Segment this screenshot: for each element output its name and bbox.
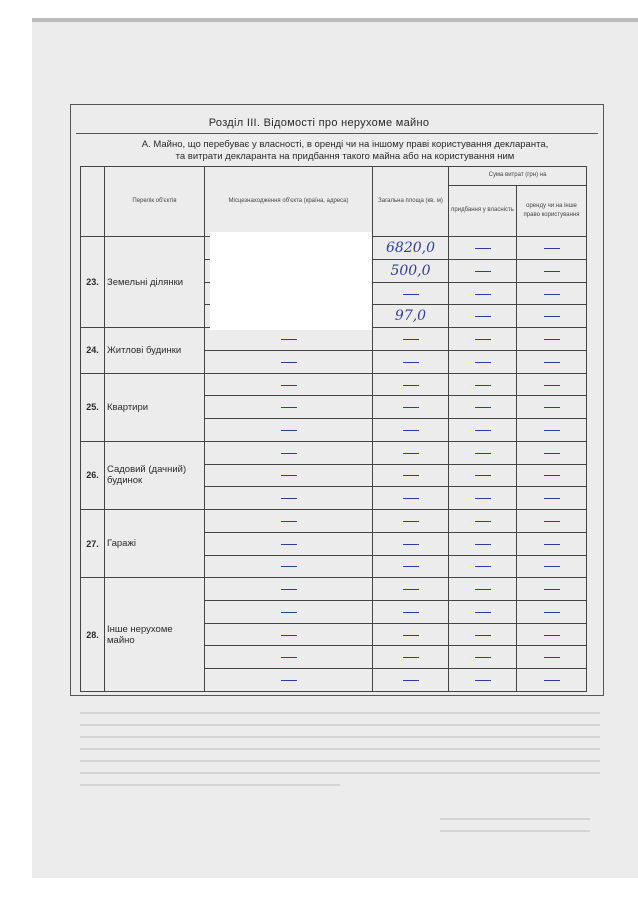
acquisition-cell	[449, 669, 517, 692]
rent-cell	[517, 669, 587, 692]
rent-cell	[517, 532, 587, 555]
header-object-list: Перелік об'єктів	[105, 167, 205, 237]
acquisition-cell	[449, 578, 517, 601]
acquisition-cell	[449, 441, 517, 464]
rent-cell	[517, 510, 587, 533]
dash-mark	[544, 385, 560, 386]
acquisition-cell	[449, 510, 517, 533]
rent-cell	[517, 601, 587, 624]
rent-cell	[517, 282, 587, 305]
faded-text-line	[440, 818, 590, 820]
dash-mark	[281, 475, 297, 476]
dash-mark	[475, 544, 491, 545]
dash-mark	[281, 453, 297, 454]
acquisition-cell	[449, 646, 517, 669]
location-cell	[205, 328, 373, 351]
area-cell	[373, 555, 449, 578]
area-cell	[373, 669, 449, 692]
scan-edge	[32, 18, 638, 22]
location-cell	[205, 601, 373, 624]
dash-mark	[403, 498, 419, 499]
acquisition-cell	[449, 532, 517, 555]
dash-mark	[544, 362, 560, 363]
rent-cell	[517, 350, 587, 373]
dash-mark	[544, 657, 560, 658]
dash-mark	[544, 635, 560, 636]
rent-cell	[517, 555, 587, 578]
dash-mark	[544, 475, 560, 476]
faded-text-line	[80, 760, 600, 762]
location-cell	[205, 441, 373, 464]
row-number: 27.	[81, 510, 105, 578]
section-title: Розділ ІІІ. Відомості про нерухоме майно	[208, 117, 430, 129]
dash-mark	[544, 612, 560, 613]
area-cell	[373, 350, 449, 373]
dash-mark	[475, 316, 491, 317]
dash-mark	[403, 566, 419, 567]
dash-mark	[544, 453, 560, 454]
dash-mark	[403, 362, 419, 363]
rent-cell	[517, 464, 587, 487]
rent-cell	[517, 487, 587, 510]
dash-mark	[281, 339, 297, 340]
dash-mark	[281, 430, 297, 431]
acquisition-cell	[449, 328, 517, 351]
header-acquisition: придбання у власність	[449, 185, 517, 237]
rent-cell	[517, 237, 587, 260]
location-cell	[205, 419, 373, 442]
dash-mark	[403, 385, 419, 386]
dash-mark	[403, 612, 419, 613]
table-row	[81, 328, 587, 351]
dash-mark	[544, 544, 560, 545]
header-row-1	[81, 167, 587, 186]
dash-mark	[475, 385, 491, 386]
dash-mark	[403, 635, 419, 636]
dash-mark	[403, 453, 419, 454]
dash-mark	[403, 339, 419, 340]
dash-mark	[475, 521, 491, 522]
rent-cell	[517, 328, 587, 351]
dash-mark	[475, 612, 491, 613]
subtitle-line-1: А. Майно, що перебуває у власності, в оренді чи на іншому праві користування декларанта,	[141, 139, 549, 150]
area-cell	[373, 237, 449, 260]
dash-mark	[281, 385, 297, 386]
dash-mark	[403, 430, 419, 431]
area-cell	[373, 419, 449, 442]
row-category: Квартири	[105, 373, 205, 441]
dash-mark	[281, 407, 297, 408]
row-number: 24.	[81, 328, 105, 373]
dash-mark	[281, 544, 297, 545]
rent-cell	[517, 419, 587, 442]
dash-mark	[544, 430, 560, 431]
area-cell	[373, 373, 449, 396]
table-row	[81, 510, 587, 533]
location-cell	[205, 623, 373, 646]
dash-mark	[544, 316, 560, 317]
header-location: Місцезнаходження об'єкта (країна, адреса)	[205, 167, 373, 237]
row-number: 23.	[81, 237, 105, 328]
location-cell	[205, 350, 373, 373]
location-cell	[205, 464, 373, 487]
rent-cell	[517, 578, 587, 601]
area-cell	[373, 646, 449, 669]
dash-mark	[475, 475, 491, 476]
faded-text-line	[440, 830, 590, 832]
area-cell	[373, 601, 449, 624]
dash-mark	[281, 566, 297, 567]
row-category: Інше нерухоме майно	[105, 578, 205, 692]
dash-mark	[475, 498, 491, 499]
dash-mark	[281, 635, 297, 636]
area-cell	[373, 464, 449, 487]
table-row	[81, 373, 587, 396]
rent-cell	[517, 373, 587, 396]
location-cell	[205, 578, 373, 601]
location-cell	[205, 532, 373, 555]
location-cell	[205, 555, 373, 578]
dash-mark	[475, 589, 491, 590]
dash-mark	[475, 635, 491, 636]
area-cell	[373, 623, 449, 646]
dash-mark	[544, 271, 560, 272]
redaction-box	[210, 232, 372, 330]
area-cell	[373, 532, 449, 555]
dash-mark	[475, 362, 491, 363]
dash-mark	[475, 248, 491, 249]
faded-text-line	[80, 772, 600, 774]
acquisition-cell	[449, 464, 517, 487]
dash-mark	[475, 294, 491, 295]
section-subtitle	[90, 139, 600, 163]
acquisition-cell	[449, 260, 517, 283]
row-number: 28.	[81, 578, 105, 692]
location-cell	[205, 510, 373, 533]
title-divider	[76, 133, 598, 134]
area-value: 97,0	[394, 308, 427, 325]
row-category: Гаражі	[105, 510, 205, 578]
dash-mark	[403, 407, 419, 408]
area-value: 500,0	[390, 262, 431, 279]
dash-mark	[281, 612, 297, 613]
dash-mark	[403, 521, 419, 522]
acquisition-cell	[449, 350, 517, 373]
rent-cell	[517, 441, 587, 464]
area-cell	[373, 396, 449, 419]
rent-cell	[517, 305, 587, 328]
rent-cell	[517, 260, 587, 283]
acquisition-cell	[449, 419, 517, 442]
row-number: 25.	[81, 373, 105, 441]
area-cell	[373, 441, 449, 464]
area-cell	[373, 578, 449, 601]
dash-mark	[544, 248, 560, 249]
table-row	[81, 441, 587, 464]
rent-cell	[517, 646, 587, 669]
header-num	[81, 167, 105, 237]
dash-mark	[544, 521, 560, 522]
location-cell	[205, 669, 373, 692]
dash-mark	[403, 680, 419, 681]
acquisition-cell	[449, 237, 517, 260]
location-cell	[205, 646, 373, 669]
row-category: Земельні ділянки	[105, 237, 205, 328]
area-cell	[373, 510, 449, 533]
area-cell	[373, 282, 449, 305]
dash-mark	[475, 271, 491, 272]
dash-mark	[281, 498, 297, 499]
dash-mark	[281, 657, 297, 658]
dash-mark	[281, 680, 297, 681]
area-cell	[373, 487, 449, 510]
area-value: 6820,0	[386, 240, 435, 257]
dash-mark	[475, 407, 491, 408]
dash-mark	[475, 339, 491, 340]
dash-mark	[475, 657, 491, 658]
acquisition-cell	[449, 373, 517, 396]
dash-mark	[281, 521, 297, 522]
dash-mark	[544, 566, 560, 567]
area-cell	[373, 305, 449, 328]
faded-text-line	[80, 784, 340, 786]
acquisition-cell	[449, 555, 517, 578]
area-cell	[373, 328, 449, 351]
acquisition-cell	[449, 601, 517, 624]
subtitle-line-2: та витрати декларанта на придбання такого майна або на користування ним	[175, 151, 515, 162]
acquisition-cell	[449, 396, 517, 419]
dash-mark	[403, 544, 419, 545]
rent-cell	[517, 396, 587, 419]
location-cell	[205, 373, 373, 396]
area-cell	[373, 260, 449, 283]
row-category: Садовий (дачний) будинок	[105, 441, 205, 509]
table-row	[81, 578, 587, 601]
dash-mark	[544, 294, 560, 295]
faded-text-line	[80, 736, 600, 738]
dash-mark	[475, 453, 491, 454]
dash-mark	[403, 589, 419, 590]
row-number: 26.	[81, 441, 105, 509]
dash-mark	[475, 680, 491, 681]
acquisition-cell	[449, 282, 517, 305]
location-cell	[205, 396, 373, 419]
acquisition-cell	[449, 305, 517, 328]
rent-cell	[517, 623, 587, 646]
acquisition-cell	[449, 487, 517, 510]
dash-mark	[544, 589, 560, 590]
dash-mark	[281, 362, 297, 363]
faded-text-line	[80, 748, 600, 750]
location-cell	[205, 487, 373, 510]
header-expenses: Сума витрат (грн) на	[449, 167, 587, 186]
dash-mark	[403, 294, 419, 295]
dash-mark	[544, 407, 560, 408]
header-area: Загальна площа (кв. м)	[373, 167, 449, 237]
dash-mark	[403, 657, 419, 658]
faded-text-line	[80, 724, 600, 726]
dash-mark	[475, 566, 491, 567]
dash-mark	[281, 589, 297, 590]
acquisition-cell	[449, 623, 517, 646]
faded-text-line	[80, 712, 600, 714]
dash-mark	[544, 339, 560, 340]
dash-mark	[544, 498, 560, 499]
row-category: Житлові будинки	[105, 328, 205, 373]
dash-mark	[403, 475, 419, 476]
dash-mark	[544, 680, 560, 681]
dash-mark	[475, 430, 491, 431]
header-rent: оренду чи на інше право користування	[517, 185, 587, 237]
